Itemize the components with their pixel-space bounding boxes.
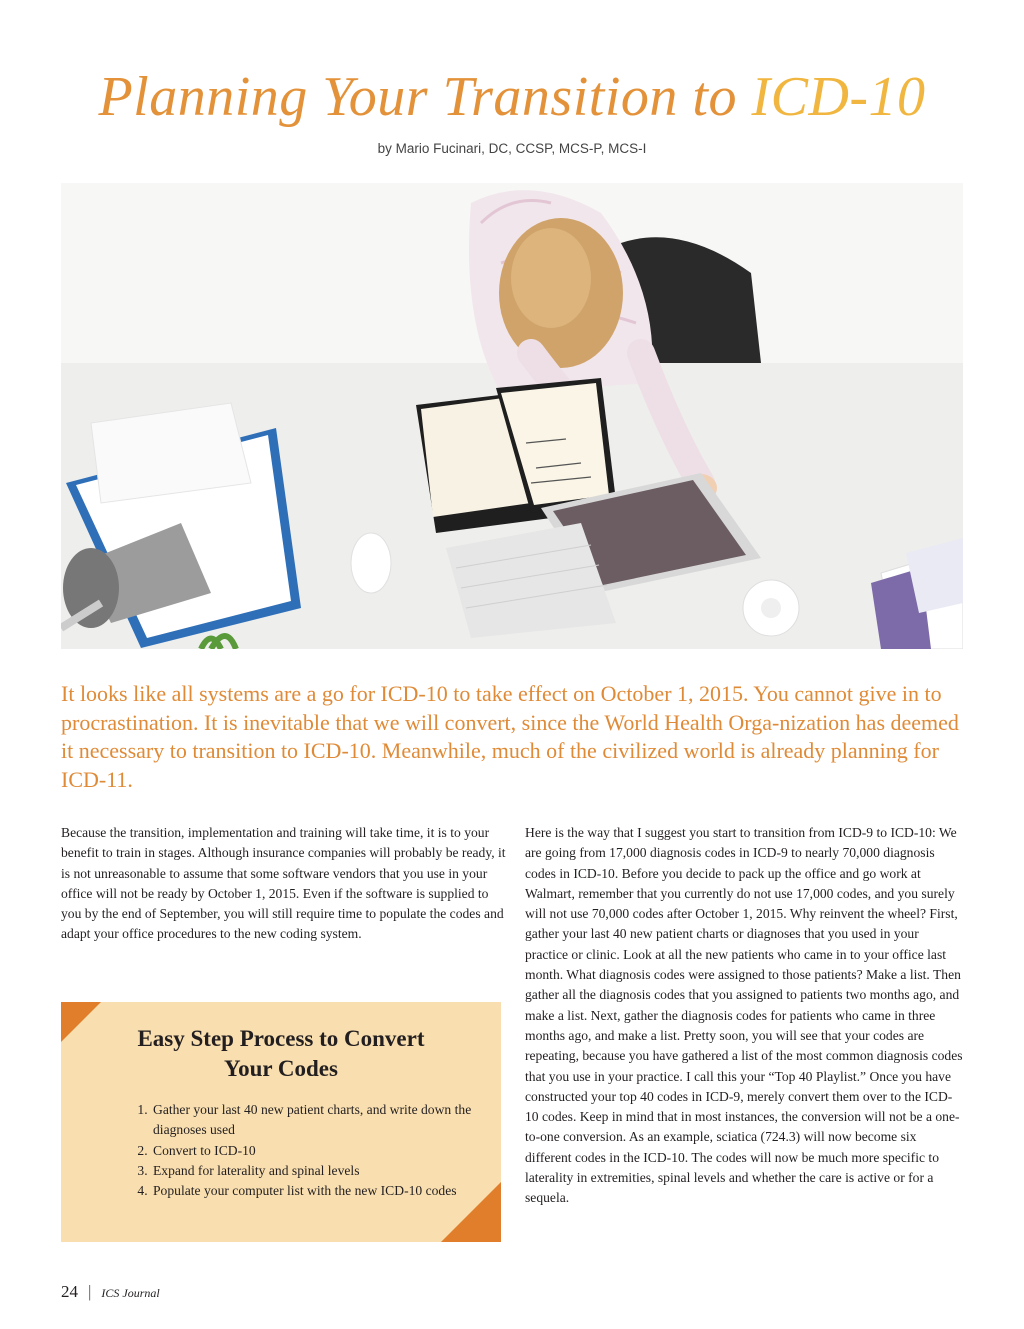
step-process-sidebar <box>61 1002 501 1242</box>
byline: by Mario Fucinari, DC, CCSP, MCS-P, MCS-I <box>377 141 647 156</box>
step-item: 4. Populate your computer list with the new ICD-10 codes <box>151 1181 491 1201</box>
lede-paragraph: It looks like all systems are a go for ICD-10 to take effect on October 1, 2015. You cannot give in to procrastination. It is inevitable that we will convert, since the World Health Orga-nization has deemed it necessary to transition to ICD-10. Meanwhile, much of the civilized world is already planning for ICD-11. <box>61 681 959 792</box>
title-accent: ICD-10 <box>751 66 926 128</box>
sidebar-title <box>61 1024 501 1084</box>
article-title <box>0 62 1024 132</box>
step-item: 3. Expand for laterality and spinal levels <box>151 1161 491 1181</box>
sidebar-title-line1: Easy Step Process to Convert <box>137 1026 425 1051</box>
hero-illustration <box>61 183 963 649</box>
footer-separator: | <box>88 1282 92 1301</box>
step-item: 1. Gather your last 40 new patient charts, and write down the diagnoses used <box>151 1100 491 1141</box>
page-footer <box>61 1281 160 1304</box>
title-main: Planning Your Transition to <box>98 66 752 128</box>
step-list <box>121 1100 491 1201</box>
hero-photo <box>61 183 963 649</box>
step-item: 2. Convert to ICD-10 <box>151 1141 491 1161</box>
journal-name: ICS Journal <box>101 1286 160 1300</box>
right-column-paragraph: Here is the way that I suggest you start to transition from ICD-9 to ICD-10: We are going from 17,000 diagnosis codes in ICD-9 to nearly 70,000 diagnosis codes in ICD-10. Before you decide to pack up the office and go work at Walmart, remember that you currently do not use 17,000 codes, and you surely will not use 70,000 codes after October 1, 2015. Why reinvent the wheel? First, gather your last 40 new patient charts or diagnoses that you used in your practice or clinic. Look at all the new patients who came in to your office last month. What diagnosis codes were assigned to those patients? Make a list. Then gather all the diagnosis codes that you assigned to patients two months ago, and make a list. Next, gather the diagnosis codes for patients who came in three months ago, and make a list. Pretty soon, you will see that your codes are repeating, because you have gathered a list of the most common diagnosis codes that you use in your practice. I call this your “Top 40 Playlist.” Once you have constructed your top 40 codes in ICD-9, merely convert them over to the ICD-10 codes. Keep in mind that in most instances, the conversion will not be a one-to-one conversion. As an example, sciatica (724.3) will now become six different codes in the ICD-10. The codes will now be much more specific to laterality in extremities, spinal levels and whether the care is active or for a sequela. <box>525 825 963 1206</box>
sidebar-title-line2: Your Codes <box>224 1056 338 1081</box>
left-column-paragraph: Because the transition, implementation and training will take time, it is to your benefit to train in stages. Although insurance companies will probably be ready, it is not unreasonable to assume that some software vendors that you use in your office will not be ready by October 1, 2015. Even if the software is supplied to you by the end of September, you will still require time to populate the codes and adapt your office procedures to the new coding system. <box>61 825 506 942</box>
page-number: 24 <box>61 1282 78 1301</box>
